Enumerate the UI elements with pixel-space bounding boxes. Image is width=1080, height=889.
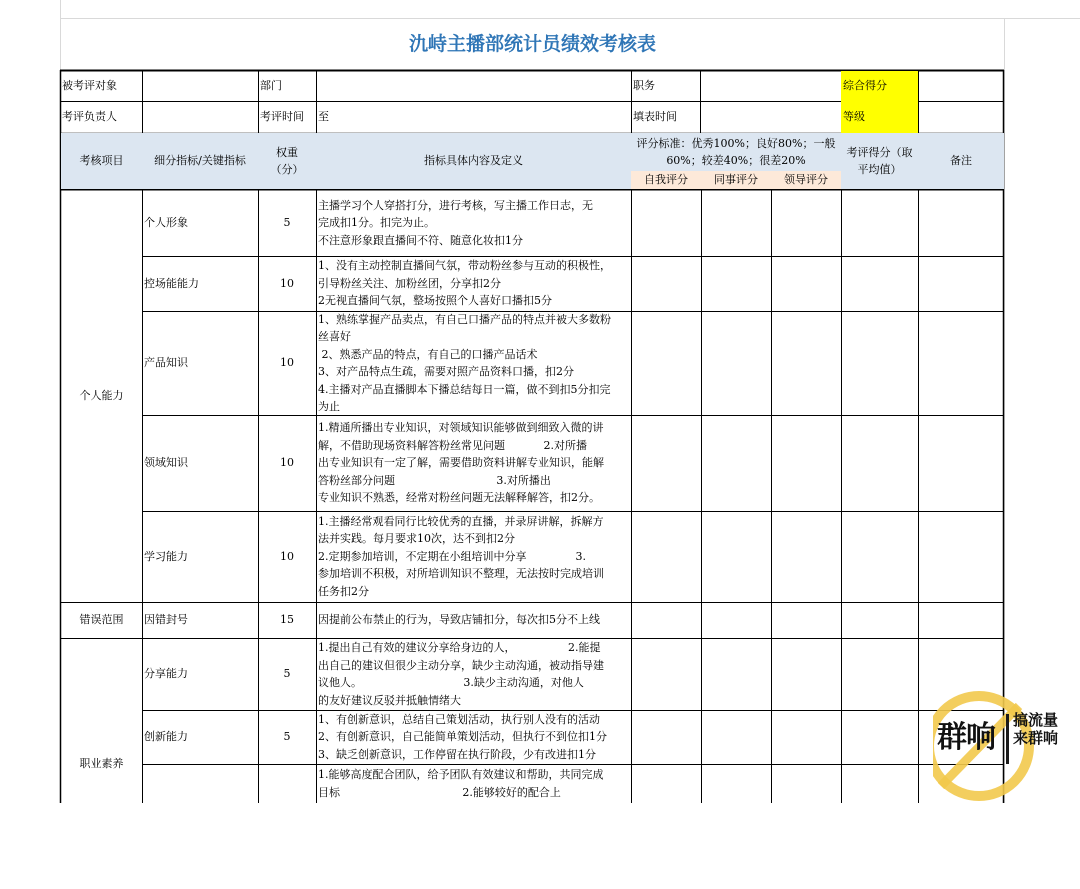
dept-label: 部门: [260, 79, 282, 93]
grade-value[interactable]: [918, 101, 1004, 133]
header-self-score: 自我评分: [631, 171, 701, 189]
definition-cell: 1、有创新意识，总结自己策划活动，执行别人没有的活动 2、有创新意识，自己能简单策划活动，但执行不到位扣1分 3、缺乏创新意识，工作停留在执行阶段，少有改进扣1分: [318, 712, 607, 761]
brand-watermark: [933, 688, 1080, 803]
weight-cell: 5: [283, 667, 291, 681]
indicator-cell: 创新能力: [144, 730, 188, 744]
period-value[interactable]: 至: [318, 110, 329, 124]
indicator-cell: 领域知识: [144, 456, 188, 470]
watermark-slogan-2: 来群响: [1013, 729, 1059, 747]
weight-cell: 5: [283, 216, 291, 230]
header-peer-score: 同事评分: [701, 171, 771, 189]
indicator-cell: 个人形象: [144, 216, 188, 230]
grade-label: 等级: [841, 101, 918, 133]
fill-date-value[interactable]: [700, 101, 841, 133]
weight-cell: 10: [280, 276, 294, 290]
watermark-slogan-1: 搞流量: [1013, 711, 1059, 729]
weight-cell: 15: [280, 613, 294, 627]
period-label: 考评时间: [260, 110, 304, 124]
indicator-cell: [142, 764, 258, 803]
weight-cell: 10: [280, 456, 294, 470]
definition-cell: 因提前公布禁止的行为，导致店铺扣分，每次扣5分不上线: [318, 613, 600, 627]
definition-cell: 1.精通所播出专业知识，对领域知识能够做到细致入微的讲 解，不借助现场资料解答粉丝常见问题 2.对所播 出专业知识有一定了解，需要借助资料讲解专业知识，能解 答粉丝部分问题 3.对所播出 专业知识不熟悉，经常对粉丝问题无法解释解答，扣2分。: [318, 421, 604, 505]
definition-cell: 1.主播经常观看同行比较优秀的直播，并录屏讲解，拆解方 法并实践。每月要求10次，达不到扣2分 2.定期参加培训，不定期在小组培训中分享 3. 参加培训不积极，对所培训知识不整理，无法按时完成培训 任务扣2分: [318, 514, 604, 598]
evaluee-value[interactable]: [142, 71, 258, 101]
indicator-cell: 学习能力: [144, 549, 188, 563]
definition-cell: 1.能够高度配合团队，给予团队有效建议和帮助，共同完成 目标 2.能够较好的配合上: [318, 768, 604, 799]
responsible-label: 考评负责人: [62, 110, 117, 124]
indicator-cell: 产品知识: [144, 356, 188, 370]
weight-cell: 10: [280, 356, 294, 370]
position-label: 职务: [633, 79, 655, 93]
definition-cell: 1、没有主动控制直播间气氛，带动粉丝参与互动的积极性， 引导粉丝关注、加粉丝团，分享扣2分 2无视直播间气氛，整场按照个人喜好口播扣5分: [318, 259, 611, 308]
evaluee-label: 被考评对象: [62, 79, 117, 93]
responsible-value[interactable]: [142, 101, 258, 133]
header-standard: 评分标准：优秀100%；良好80%；一般 60%；较差40%；很差20%: [631, 133, 841, 171]
definition-cell: 1.提出自己有效的建议分享给身边的人， 2.能提 出自己的建议但很少主动分享，缺少主动沟通，被动指导建 议他人。 3.缺少主动沟通，对他人 的友好建议反驳并抵触情绪大: [318, 641, 604, 707]
indicator-cell: 因错封号: [144, 613, 188, 627]
total-score-label: 综合得分: [841, 71, 918, 101]
header-definition: 指标具体内容及定义: [316, 133, 631, 189]
group-professionalism: 职业素养: [79, 756, 124, 770]
indicator-cell: 分享能力: [144, 667, 188, 681]
header-indicator: 细分指标/关键指标: [142, 133, 258, 189]
position-value[interactable]: [700, 71, 841, 101]
grid-line: [1004, 18, 1005, 803]
watermark-brand: 群响: [937, 720, 995, 755]
fill-date-label: 填表时间: [633, 110, 677, 124]
dept-value[interactable]: [316, 71, 631, 101]
indicator-cell: 控场能能力: [144, 276, 199, 290]
header-weight: 权重 （分）: [258, 133, 316, 189]
group-personal-ability: 个人能力: [79, 389, 124, 403]
weight-cell: 5: [283, 730, 291, 744]
header-remark: 备注: [918, 133, 1004, 189]
page-title: 氿峙主播部统计员绩效考核表: [408, 32, 656, 55]
group-error-range: 错误范围: [79, 613, 124, 627]
weight-cell: 10: [280, 549, 294, 563]
header-final-score: 考评得分（取 平均值）: [841, 133, 918, 189]
definition-cell: 主播学习个人穿搭打分，进行考核，写主播工作日志，无 完成扣1分。扣完为止。 不注意形象跟直播间不符、随意化妆扣1分: [318, 198, 593, 247]
total-score-value[interactable]: [918, 71, 1004, 101]
definition-cell: 1、熟练掌握产品卖点，有自己口播产品的特点并被大多数粉 丝喜好 2、熟悉产品的特点，有自己的口播产品话术 3、对产品特点生疏，需要对照产品资料口播，扣2分 4.主播对产品直播脚本下播总结每日一篇，做不到扣5分扣完 为止: [318, 312, 611, 413]
header-leader-score: 领导评分: [771, 171, 841, 189]
header-item: 考核项目: [61, 133, 142, 189]
